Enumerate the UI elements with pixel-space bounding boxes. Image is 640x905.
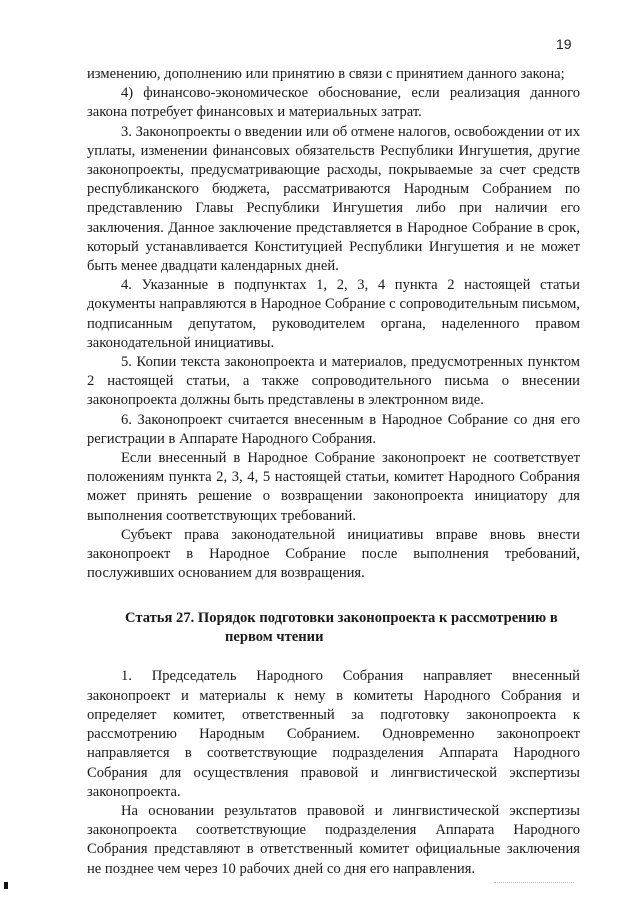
paragraph-clause-6: 6. Законопроект считается внесенным в Народное Собрание со дня его регистрации в Аппарате Народного Собрания.: [87, 411, 580, 447]
page-number: 19: [556, 36, 572, 52]
article-heading-line1: Статья 27. Порядок подготовки законопроекта к рассмотрению в: [125, 610, 558, 627]
paragraph-clause-4: 4. Указанные в подпунктах 1, 2, 3, 4 пункта 2 настоящей статьи документы направляются в Народное Собрание с сопроводительным письмом, подписанным депутатом, руководителем органа, наделенного правом законодательной инициативы.: [87, 277, 580, 351]
paragraph-return-condition: Если внесенный в Народное Собрание законопроект не соответствует положениям пункта 2, 3, 4, 5 настоящей статьи, комитет Народного Собрания может принять решение о возвращении законопроекта инициатору для выполнения соответствующих требований.: [87, 450, 580, 524]
article-heading-line2: первом чтении: [225, 629, 324, 646]
article-paragraph-1: 1. Председатель Народного Собрания направляет внесенный законопроект и материалы к нему в комитеты Народного Собрания и определяет комитет, ответственный за подготовку законопроекта к рассмотрению Народным Собранием. Одновременно законопроект направляется в соответствующие подразделения Аппарата Народного Собрания для осуществления правовой и лингвистической экспертизы законопроекта.: [87, 668, 580, 800]
document-body: [87, 65, 580, 879]
paragraph-item-4: 4) финансово-экономическое обоснование, если реализация данного закона потребует финансовых и материальных затрат.: [87, 85, 580, 121]
paragraph-resubmission: Субъект права законодательной инициативы вправе вновь внести законопроект в Народное Собрание после выполнения требований, послуживших основанием для возвращения.: [87, 526, 580, 582]
scan-edge-mark: [4, 882, 8, 889]
paragraph-clause-5: 5. Копии текста законопроекта и материалов, предусмотренных пунктом 2 настоящей статьи, а также сопроводительного письма о внесении законопроекта должны быть представлены в электронном виде.: [87, 354, 580, 409]
article-paragraph-2: На основании результатов правовой и лингвистической экспертизы законопроекта соответствующие подразделения Аппарата Народного Собрания представляют в ответственный комитет официальные заключения не позднее чем через 10 рабочих дней со дня его направления.: [87, 802, 580, 877]
article-heading: [87, 609, 580, 647]
scan-dotted-line: [494, 882, 574, 884]
paragraph-clause-3: 3. Законопроекты о введении или об отмене налогов, освобождении от их уплаты, изменении финансовых обязательств Республики Ингушетия, другие законопроекты, предусматривающие расходы, покрываемые за счет средств республиканского бюджета, рассматриваются Народным Собранием по представлению Главы Республики Ингушетия либо при наличии его заключения. Данное заключение представляется в Народное Собрание в срок, который устанавливается Конституцией Республики Ингушетия и не может быть менее двадцати календарных дней.: [87, 123, 580, 275]
paragraph-continuation: изменению, дополнению или принятию в связи с принятием данного закона;: [87, 66, 565, 82]
